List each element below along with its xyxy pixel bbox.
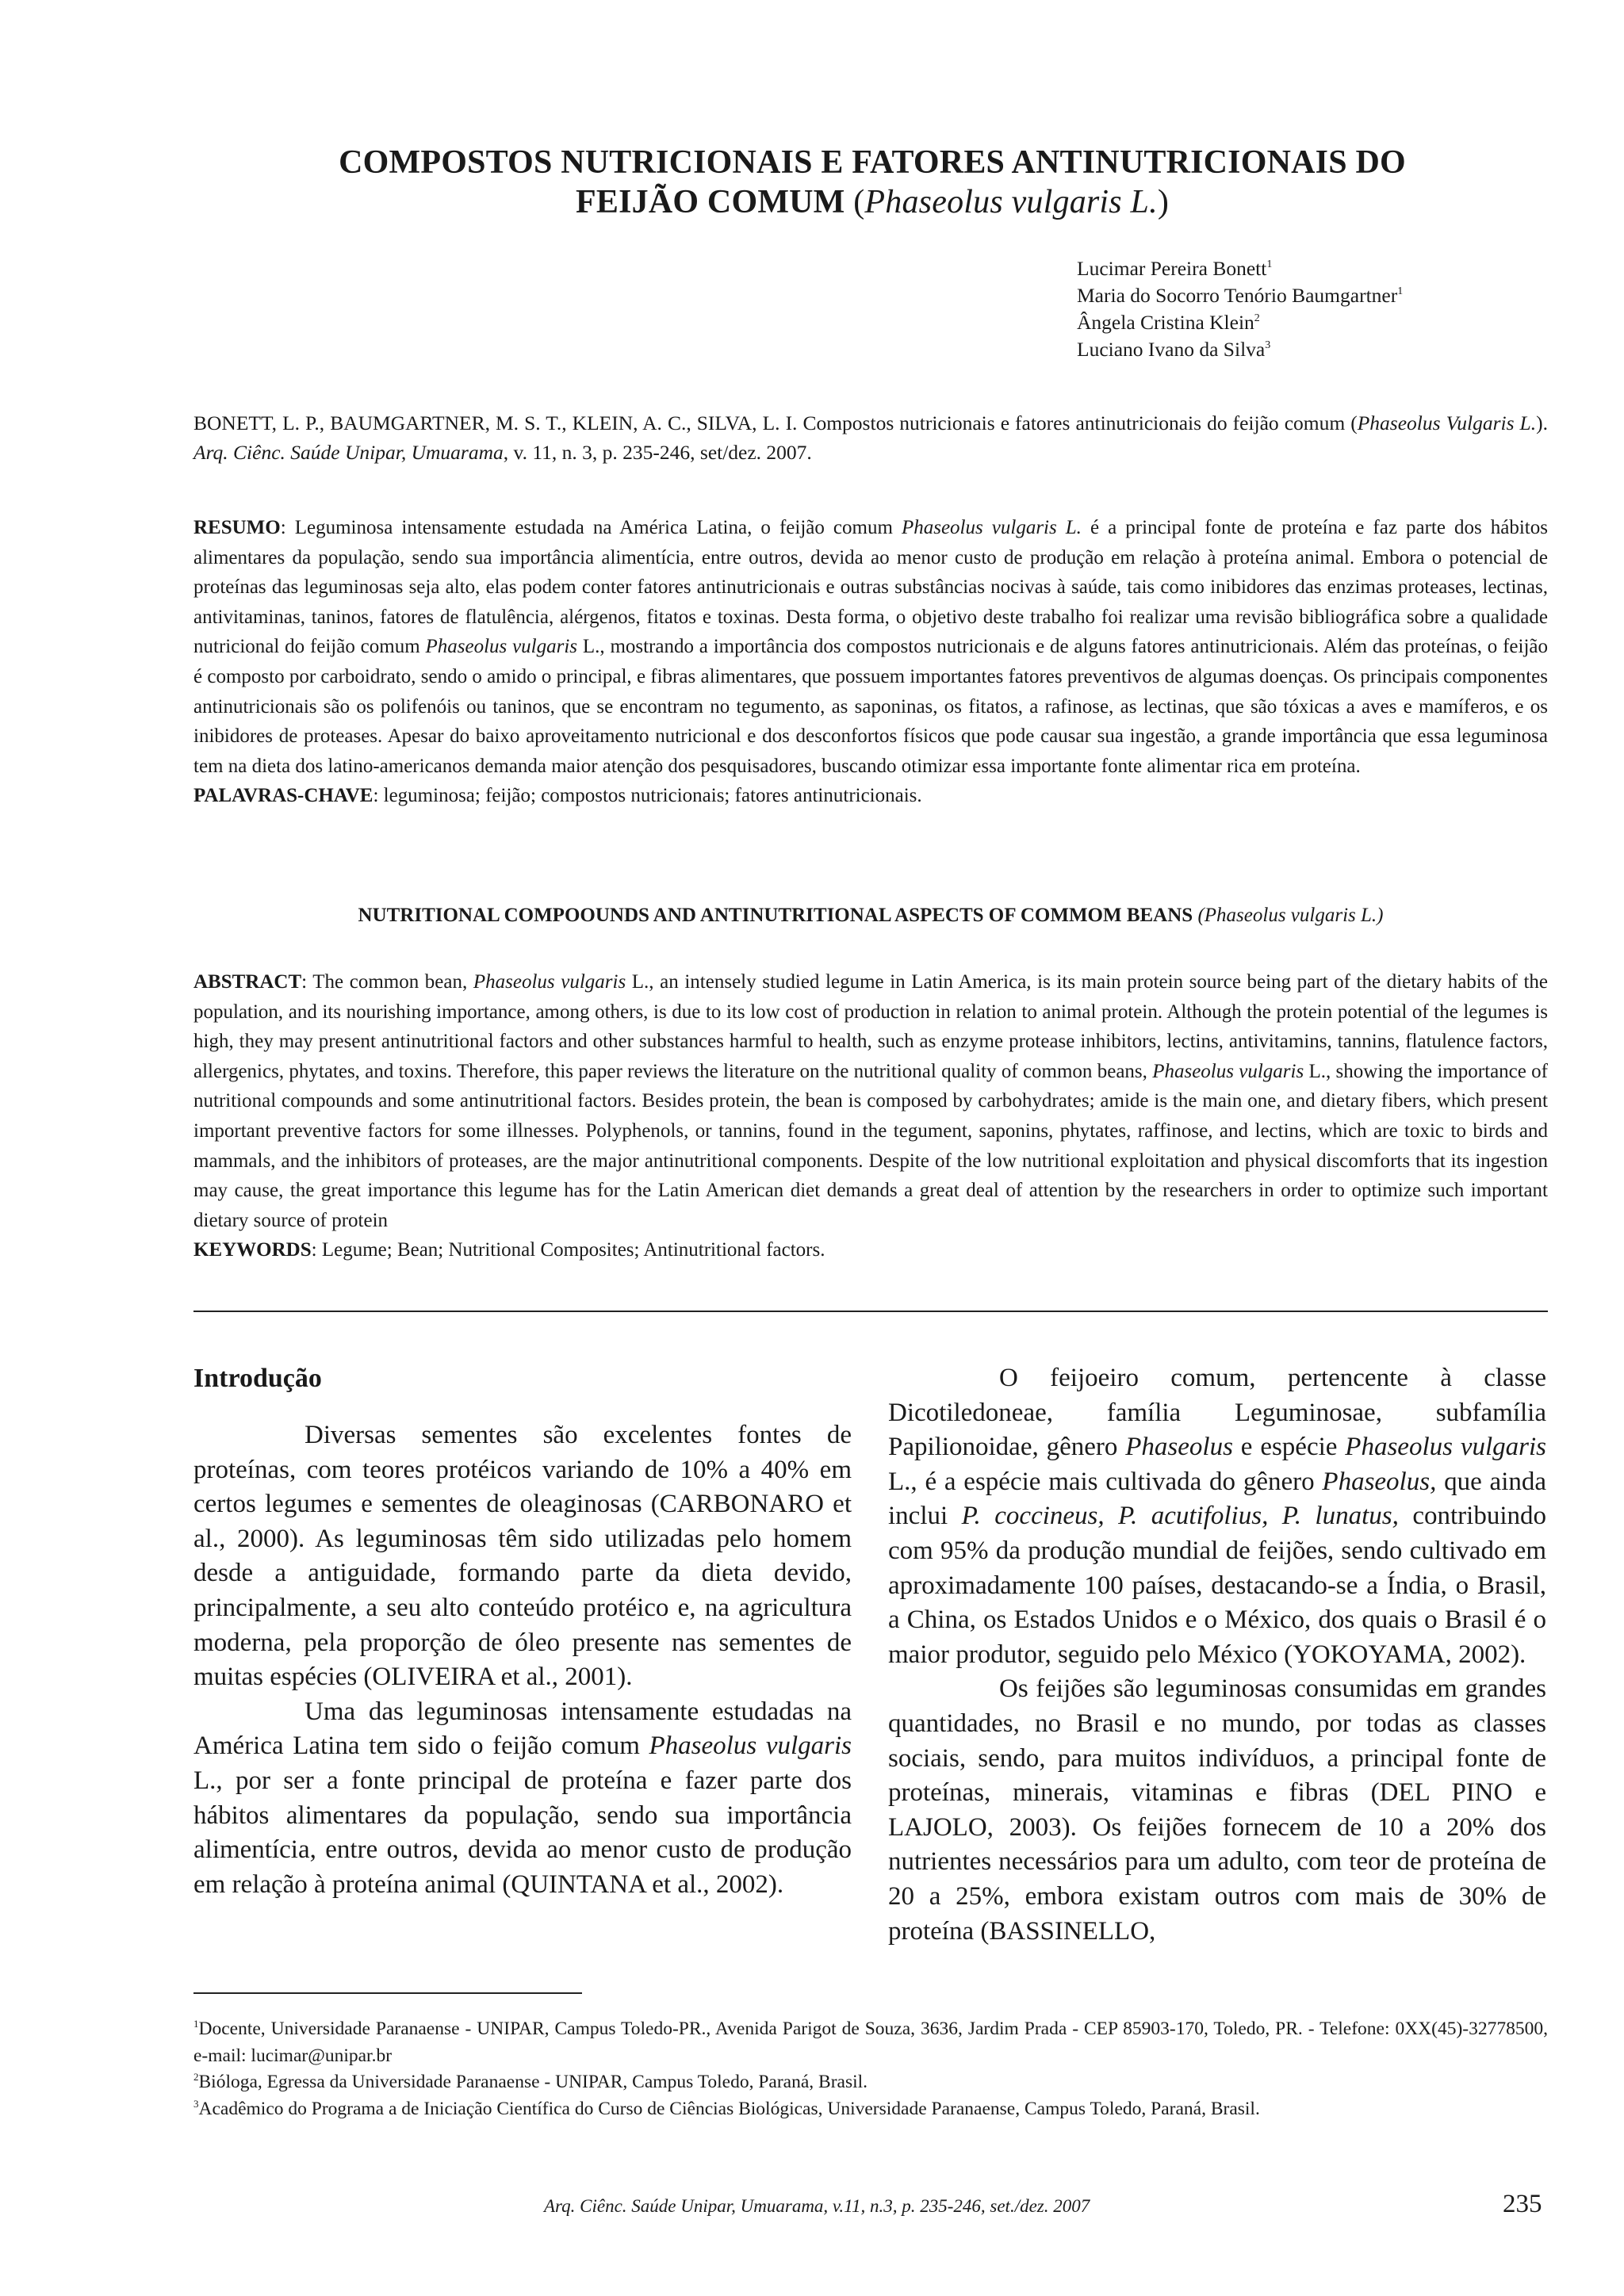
left-column [193, 1361, 852, 1902]
title-scientific-name: Phaseolus vulgaris L. [864, 184, 1158, 220]
author: Maria do Socorro Tenório Baumgartner$^1$ [1077, 284, 1404, 307]
footnotes [193, 2016, 1548, 2122]
section-heading: Introdução [193, 1364, 322, 1393]
footnote: $^1$Docente, Universidade Paranaense - UNIPAR, Campus Toledo-PR., Avenida Parigot de Souza, 3636, Jardim Prada - CEP 85903-170, Toledo, PR. - Telefone: 0XX(45)-32778500, e-mail: lucimar@unipar.br [193, 2018, 1548, 2066]
abstract-label: ABSTRACT [193, 971, 302, 993]
footnote: $^3$Acadêmico do Programa a de Iniciação Científica do Curso de Ciências Biológicas, Universidade Paranaense, Campus Toledo, Paraná, Brasil. [193, 2097, 1260, 2119]
page-number: 235 [1503, 2190, 1542, 2218]
author-list [1077, 255, 1553, 363]
paragraph: Uma das leguminosas intensamente estudadas na América Latina tem sido o feijão comum Phaseolus vulgaris L., por ser a fonte principal de proteína e fazer parte dos hábitos alimentares da população, sendo sua importância alimentícia, entre outros, devida ao menor custo de produção em relação à proteína animal (QUINTANA et al., 2002). [193, 1697, 852, 1899]
footnote: $^2$Bióloga, Egressa da Universidade Paranaense - UNIPAR, Campus Toledo, Paraná, Brasil. [193, 2071, 868, 2092]
section-divider [193, 1311, 1548, 1312]
running-footer: Arq. Ciênc. Saúde Unipar, Umuarama, v.11, n.3, p. 235-246, set./dez. 2007 [544, 2196, 1090, 2216]
author: Lucimar Pereira Bonett$^1$ [1077, 257, 1273, 280]
paragraph: O feijoeiro comum, pertencente à classe Dicotiledoneae, família Leguminosae, subfamília Papilionoidae, gênero Phaseolus e espécie Phaseolus vulgaris L., é a espécie mais cultivada do gênero Phaseolus, que ainda inclui P. coccineus, P. acutifolius, P. lunatus, contribuindo com 95% da produção mundial de feijões, sendo cultivado em aproximadamente 100 países, destacando-se a Índia, o Brasil, a China, os Estados Unidos e o México, dos quais o Brasil é o maior produtor, seguido pelo México (YOKOYAMA, 2002). [888, 1364, 1547, 1669]
author: Luciano Ivano da Silva$^3$ [1077, 338, 1271, 361]
title-open-paren: ( [853, 184, 865, 220]
citation: BONETT, L. P., BAUMGARTNER, M. S. T., KLEIN, A. C., SILVA, L. I. Compostos nutricionais e fatores antinutricionais do feijão comum (Phaseolus Vulgaris L.). Arq. Ciênc. Saúde Unipar, Umuarama, v. 11, n. 3, p. 235-246, set/dez. 2007. [193, 411, 1548, 464]
title-close-paren: ) [1157, 184, 1169, 220]
english-title: NUTRITIONAL COMPOOUNDS AND ANTINUTRITIONAL ASPECTS OF COMMOM BEANS (Phaseolus vulgaris L.) [358, 905, 1384, 926]
paragraph: Diversas sementes são excelentes fontes de proteínas, com teores protéicos variando de 10% a 40% em certos legumes e sementes de oleaginosas (CARBONARO et al., 2000). As leguminosas têm sido utilizadas pelo homem desde a antiguidade, formando parte da dieta devido, principalmente, a seu alto conteúdo protéico e, na agricultura moderna, pela proporção de óleo presente nas sementes de muitas espécies (OLIVEIRA et al., 2001). [193, 1421, 852, 1692]
right-column [888, 1361, 1546, 1949]
title-line-2 [190, 182, 1554, 222]
title-bold-part: FEIJÃO COMUM [576, 184, 845, 220]
title-line-1: COMPOSTOS NUTRICIONAIS E FATORES ANTINUTRICIONAIS DO [339, 144, 1406, 181]
paragraph: Os feijões são leguminosas consumidas em grandes quantidades, no Brasil e no mundo, por todas as classes sociais, sendo, para muitos indivíduos, a principal fonte de proteínas, minerais, vitaminas e fibras (DEL PINO e LAJOLO, 2003). Os feijões fornecem de 10 a 20% dos nutrientes necessários para um adulto, com teor de proteína de 20 a 25%, embora existam outros com mais de 30% de proteína (BASSINELLO, [888, 1674, 1546, 1946]
abstract-body: ABSTRACT: The common bean, Phaseolus vulgaris L., an intensely studied legume in Latin America, is its main protein source being part of the dietary habits of the population, and its nourishing importance, among others, is due to its low cost of production in relation to animal protein. Although the protein potential of the legumes is high, they may present antinutritional factors and other substances harmful to health, such as enzyme protease inhibitors, lectins, antivitamins, tannins, flatulence factors, allergenics, phytates, and toxins. Therefore, this paper reviews the literature on the nutritional quality of common beans, Phaseolus vulgaris L., showing the importance of nutritional compounds and some antinutritional factors. Besides protein, the bean is composed by carbohydrates; amide is the main one, and dietary fibers, which present important preventive factors for some illnesses. Polyphenols, or tannins, found in the tegument, saponins, phytates, raffinose, and lectins, which are toxic to birds and mammals, and the inhibitors of proteases, are the major antinutritional components. Despite of the low nutritional exploitation and physical discomforts that its ingestion may cause, the great importance this legume has for the Latin American diet demands a great deal of attention by the researchers in order to optimize such important dietary source of protein [193, 971, 1548, 1231]
resumo-label: RESUMO [193, 517, 281, 538]
resumo [193, 513, 1548, 811]
palavras-chave-label: PALAVRAS-CHAVE [193, 785, 373, 807]
keywords-label: KEYWORDS [193, 1239, 312, 1261]
author: Ângela Cristina Klein$^2$ [1077, 311, 1260, 334]
palavras-chave: PALAVRAS-CHAVE: leguminosa; feijão; compostos nutricionais; fatores antinutricionais. [193, 785, 922, 807]
keywords: KEYWORDS: Legume; Bean; Nutritional Composites; Antinutritional factors. [193, 1239, 825, 1261]
footnote-divider [193, 1992, 582, 1994]
paper-title [190, 143, 1554, 222]
resumo-body: RESUMO: Leguminosa intensamente estudada na América Latina, o feijão comum Phaseolus vulgaris L. é a principal fonte de proteína e faz parte dos hábitos alimentares da população, sendo sua importância alimentícia, entre outros, devida ao menor custo de produção em relação à proteína animal. Embora o potencial de proteínas das leguminosas seja alto, elas podem conter fatores antinutricionais e outras substâncias nocivas à saúde, tais como inibidores das enzimas proteases, lectinas, antivitaminas, taninos, fatores de flatulência, alérgenos, fitatos e toxinas. Desta forma, o objetivo deste trabalho foi realizar uma revisão bibliográfica sobre a qualidade nutricional do feijão comum Phaseolus vulgaris L., mostrando a importância dos compostos nutricionais e de alguns fatores antinutricionais. Além das proteínas, o feijão é composto por carboidrato, sendo o amido o principal, e fibras alimentares, que possuem importantes fatores preventivos de algumas doenças. Os principais componentes antinutricionais são os polifenóis ou taninos, que se encontram no tegumento, as saponinas, os fitatos, a rafinose, as lectinas, que são tóxicas a aves e mamíferos, e os inibidores de proteases. Apesar do baixo aproveitamento nutricional e dos desconfortos físicos que pode causar sua ingestão, a grande importância que essa leguminosa tem na dieta dos latino-americanos demanda maior atenção dos pesquisadores, buscando otimizar essa importante fonte alimentar rica em proteína. [193, 517, 1549, 777]
abstract [193, 967, 1548, 1265]
